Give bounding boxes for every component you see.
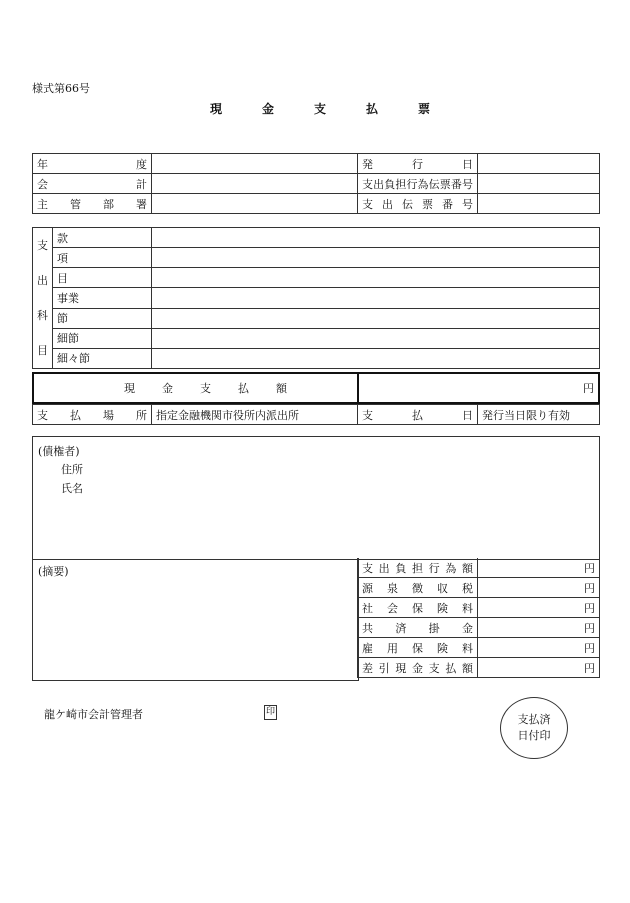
deduction-label: 支出負担行為額 [358, 558, 478, 578]
deduction-field[interactable]: 円 [478, 638, 600, 658]
title-char: 現 [210, 102, 223, 116]
title-char: 払 [365, 102, 378, 116]
deduction-label: 共済掛金 [358, 618, 478, 638]
budget-item-label: 細々節 [53, 348, 152, 368]
cash-payment-amount-text: 現金支払額 [124, 382, 287, 395]
header-info-table [32, 153, 600, 214]
category-char: 科 [37, 309, 48, 322]
account-field[interactable] [152, 174, 358, 194]
budget-item-field[interactable] [152, 308, 600, 328]
creditor-label: (債権者) [38, 445, 80, 458]
form-number: 様式第66号 [32, 82, 90, 95]
summary-section [32, 558, 359, 681]
fiscal-year-label: 年度 [33, 154, 152, 174]
fiscal-year-field[interactable] [152, 154, 358, 174]
paid-date-stamp [500, 697, 568, 759]
budget-item-label: 事業 [53, 288, 152, 308]
deduction-field[interactable]: 円 [478, 578, 600, 598]
budget-item-field[interactable] [152, 288, 600, 308]
budget-item-label: 項 [53, 248, 152, 268]
accounting-manager-label: 龍ケ崎市会計管理者 [44, 708, 143, 721]
budget-item-field[interactable] [152, 328, 600, 348]
cash-payment-amount-field[interactable]: 円 [358, 373, 599, 403]
budget-item-field[interactable] [152, 268, 600, 288]
budget-item-label: 節 [53, 308, 152, 328]
payment-date-value: 発行当日限り有効 [478, 405, 600, 425]
deduction-label: 源泉徴収税 [358, 578, 478, 598]
deduction-label: 差引現金支払額 [358, 658, 478, 678]
deduction-field[interactable]: 円 [478, 658, 600, 678]
deduction-label: 雇用保険料 [358, 638, 478, 658]
commitment-slip-number-field[interactable] [478, 174, 600, 194]
deduction-field[interactable]: 円 [478, 558, 600, 578]
payment-place-table [32, 404, 600, 425]
category-char: 支 [37, 239, 48, 252]
budget-item-label: 目 [53, 268, 152, 288]
cash-payment-amount-table [32, 372, 600, 404]
expenditure-slip-number-field[interactable] [478, 194, 600, 214]
title-char: 金 [261, 102, 274, 116]
deduction-field[interactable]: 円 [478, 598, 600, 618]
title-char: 票 [417, 102, 430, 116]
department-label: 主管部署 [33, 194, 152, 214]
deduction-label: 社会保険料 [358, 598, 478, 618]
deduction-field[interactable]: 円 [478, 618, 600, 638]
address-label: 住所 [61, 463, 83, 476]
date-stamp-line: 日付印 [517, 729, 551, 742]
paid-stamp-line: 支払済 [517, 713, 551, 726]
budget-item-field[interactable] [152, 228, 600, 248]
payment-place-value: 指定金融機関市役所内派出所 [152, 405, 358, 425]
department-field[interactable] [152, 194, 358, 214]
name-label: 氏名 [61, 482, 83, 495]
budget-item-label: 細節 [53, 328, 152, 348]
payment-date-label: 支払日 [358, 405, 478, 425]
category-char: 出 [37, 274, 48, 287]
deduction-amounts-table [357, 558, 600, 678]
budget-item-field[interactable] [152, 248, 600, 268]
payment-place-label: 支払場所 [33, 405, 152, 425]
summary-label: (摘要) [38, 565, 69, 578]
cash-payment-amount-label [33, 373, 358, 403]
budget-item-field[interactable] [152, 348, 600, 368]
issue-date-label: 発行日 [358, 154, 478, 174]
category-char: 目 [37, 344, 48, 357]
expenditure-slip-number-label: 支出伝票番号 [358, 194, 478, 214]
expenditure-category-label [33, 228, 53, 369]
budget-item-label: 款 [53, 228, 152, 248]
issue-date-field[interactable] [478, 154, 600, 174]
commitment-slip-number-label: 支出負担行為伝票番号 [358, 174, 478, 194]
seal-stamp-box: 印 [264, 705, 277, 720]
budget-classification-table [32, 227, 600, 369]
document-title [210, 100, 430, 117]
title-char: 支 [313, 102, 326, 116]
creditor-section [32, 436, 600, 560]
account-label: 会計 [33, 174, 152, 194]
